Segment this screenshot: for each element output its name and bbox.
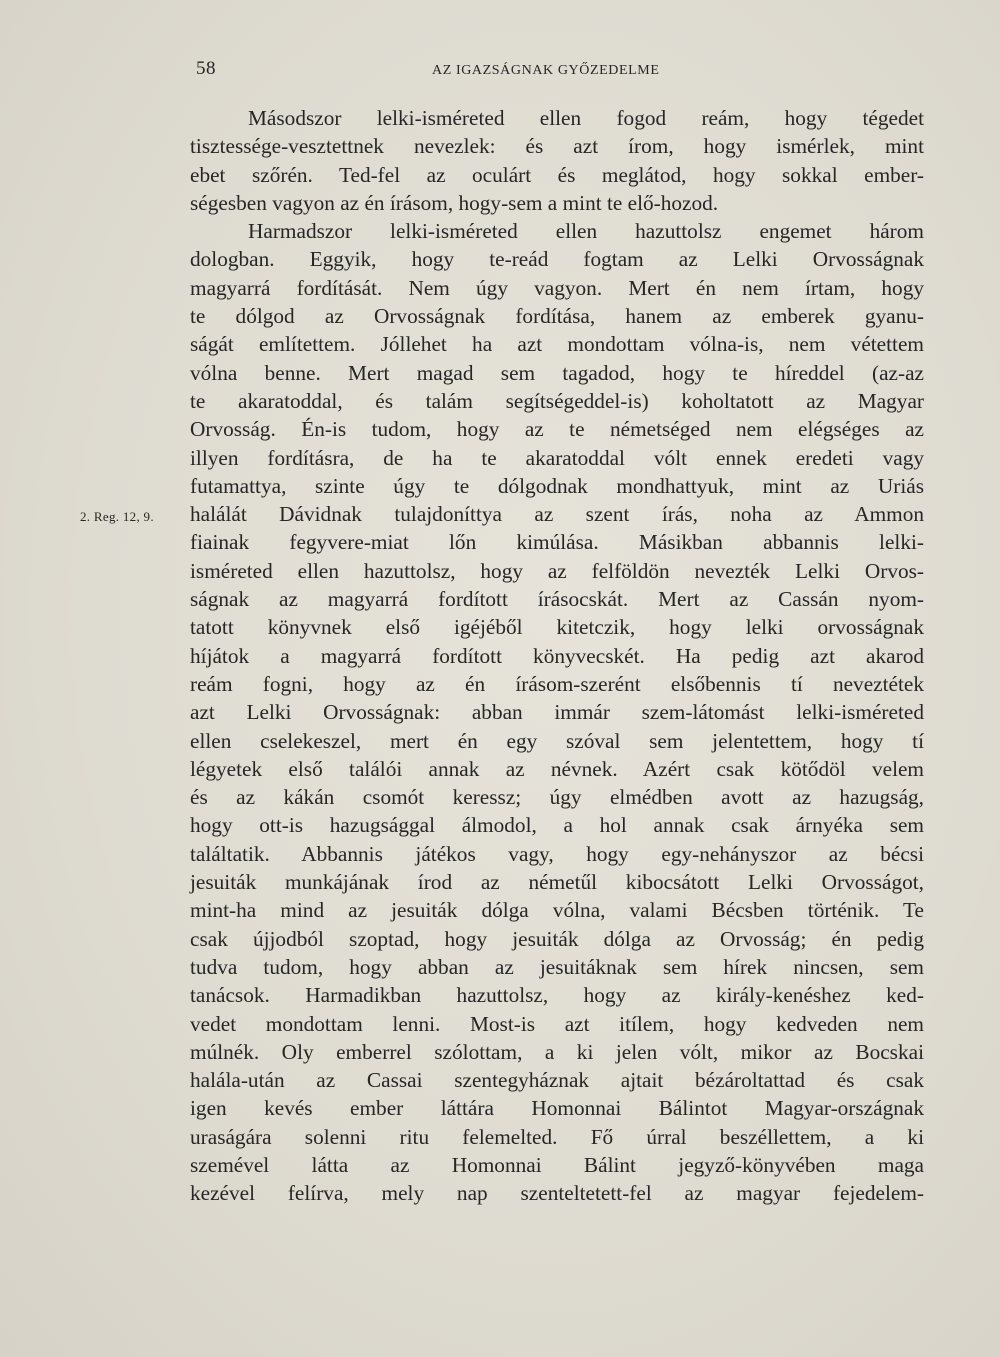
text-line: múlnék. Oly emberrel szólottam, a ki jelen vólt, mikor az Bocskai [190, 1039, 924, 1064]
text-line: ságnak az magyarrá fordított írásocskát. Mert az Cassán nyom- [190, 587, 924, 612]
text-line: tisztessége-vesztettnek nevezlek: és azt írom, hogy ismérlek, mint [190, 134, 924, 159]
text-line: azt Lelki Orvosságnak: abban immár szem-látomást lelki-isméreted [190, 700, 924, 725]
text-line: te akaratoddal, és talám segítségeddel-is) koholtatott az Magyar [190, 388, 924, 413]
text-line: futamattya, szinte úgy te dólgodnak mondhattyuk, mint az Uriás [190, 473, 924, 498]
text-line: ebet szőrén. Ted-fel az oculárt és meglátod, hogy sokkal ember- [190, 162, 924, 187]
text-line: magyarrá fordítását. Nem úgy vagyon. Mert én nem írtam, hogy [190, 275, 924, 300]
text-line: dologban. Eggyik, hogy te-reád fogtam az Lelki Orvosságnak [190, 247, 924, 272]
text-line: ellen cselekeszel, mert én egy szóval sem jelentettem, hogy tí [190, 728, 924, 753]
text-line: és az kákán csomót keressz; úgy elmédben avott az hazugság, [190, 785, 924, 810]
text-line: uraságára solenni ritu felemelted. Fő úrral beszéllettem, a ki [190, 1124, 924, 1149]
body-text [190, 104, 924, 1208]
text-line: halálát Dávidnak tulajdoníttya az szent írás, noha az Ammon [190, 502, 924, 527]
page-number: 58 [196, 58, 216, 79]
text-line: reám fogni, hogy az én írásom-szerént elsőbennis tí neveztétek [190, 671, 924, 696]
text-line: mint-ha mind az jesuiták dólga vólna, valami Bécsben történik. Te [190, 898, 924, 923]
text-line: ságát említettem. Jóllehet ha azt mondottam vólna-is, nem vétettem [190, 332, 924, 357]
text-line: Orvosság. Én-is tudom, hogy az te németséged nem elégséges az [190, 417, 924, 442]
text-line: fiainak fegyvere-miat lőn kimúlása. Másikban abbannis lelki- [190, 530, 924, 555]
text-line: igen kevés ember láttára Homonnai Bálintot Magyar-országnak [190, 1096, 924, 1121]
text-line: tudva tudom, hogy abban az jesuitáknak sem hírek nincsen, sem [190, 954, 924, 979]
text-line: légyetek első találói annak az névnek. Azért csak kötődöl velem [190, 756, 924, 781]
text-line: találtatik. Abbannis játékos vagy, hogy egy-nehányszor az bécsi [190, 841, 924, 866]
running-title: AZ IGAZSÁGNAK GYŐZEDELME [432, 63, 660, 78]
text-line: ségesben vagyon az én írásom, hogy-sem a mint te elő-hozod. [190, 190, 719, 215]
text-line: tanácsok. Harmadikban hazuttolsz, hogy az király-kenéshez ked- [190, 983, 924, 1008]
text-line: híjátok a magyarrá fordított könyvecskét. Ha pedig azt akarod [190, 643, 924, 668]
text-line: halála-után az Cassai szentegyháznak ajtait bézároltattad és csak [190, 1068, 924, 1093]
text-line: szemével látta az Homonnai Bálint jegyző-könyvében maga [190, 1152, 924, 1177]
text-line: vedet mondottam lenni. Most-is azt itílem, hogy kedveden nem [190, 1011, 924, 1036]
text-line: te dólgod az Orvosságnak fordítása, hanem az emberek gyanu- [190, 304, 924, 329]
text-line: hogy ott-is hazugsággal álmodol, a hol annak csak árnyéka sem [190, 813, 924, 838]
text-line: vólna benne. Mert magad sem tagadod, hogy te híreddel (az-az [190, 360, 924, 385]
text-line: tatott könyvnek első igéjéből kitetczik, hogy lelki orvosságnak [190, 615, 924, 640]
text-line: Harmadszor lelki-isméreted ellen hazuttolsz engemet három [248, 219, 924, 244]
text-line: jesuiták munkájának írod az németűl kibocsátott Lelki Orvosságot, [190, 870, 924, 895]
text-line: csak újjodból szoptad, hogy jesuiták dólga az Orvosság; én pedig [190, 926, 924, 951]
text-line: kezével felírva, mely nap szenteltetett-fel az magyar fejedelem- [190, 1181, 924, 1206]
text-line: isméreted ellen hazuttolsz, hogy az felföldön nevezték Lelki Orvos- [190, 558, 924, 583]
margin-reference-note: 2. Reg. 12, 9. [80, 509, 154, 524]
text-line: illyen fordításra, de ha te akaratoddal vólt ennek eredeti vagy [190, 445, 924, 470]
text-line: Másodszor lelki-isméreted ellen fogod reám, hogy tégedet [248, 106, 924, 130]
